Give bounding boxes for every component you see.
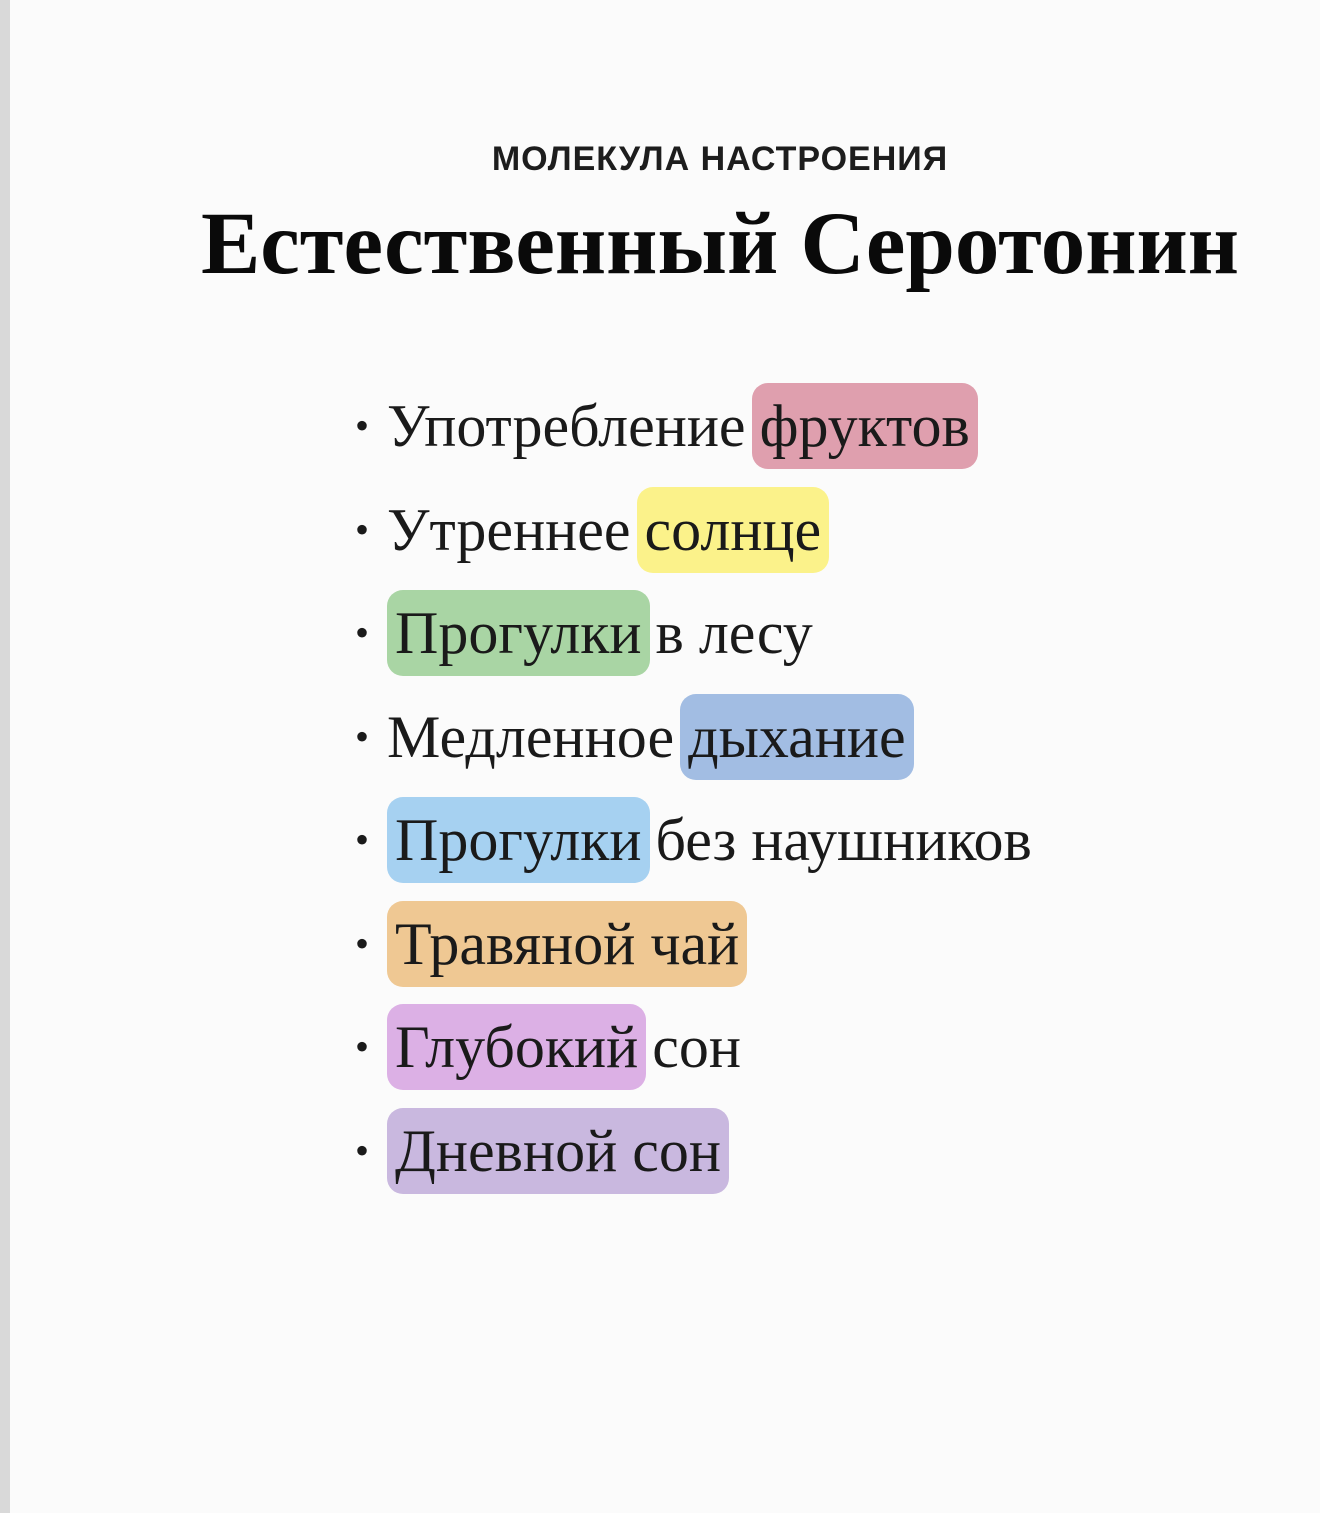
bullet-icon: • xyxy=(355,506,370,552)
list-item-fruits xyxy=(355,383,1032,469)
item-highlight: Дневной сон xyxy=(387,1108,729,1194)
list-item-slow-breathing xyxy=(355,694,1032,780)
item-highlight: Глубокий xyxy=(387,1004,646,1090)
page-kicker: МОЛЕКУЛА НАСТРОЕНИЯ xyxy=(491,140,949,178)
item-highlight: дыхание xyxy=(680,694,914,780)
item-text-pre: Медленное xyxy=(387,703,675,770)
item-highlight: Прогулки xyxy=(387,797,650,883)
bullet-icon: • xyxy=(355,403,370,448)
bullet-icon: • xyxy=(355,817,370,862)
item-text-post: сон xyxy=(652,1014,741,1080)
list-item-daytime-nap xyxy=(355,1108,1032,1194)
list-item-deep-sleep xyxy=(355,1004,1032,1090)
item-highlight: фруктов xyxy=(752,383,978,469)
bullet-icon: • xyxy=(355,610,370,655)
list-item-forest-walks xyxy=(355,590,1032,676)
item-highlight: солнце xyxy=(637,487,830,573)
item-text-pre: Употребление xyxy=(387,393,746,459)
bullet-icon: • xyxy=(355,920,370,966)
item-highlight: Прогулки xyxy=(387,590,650,676)
item-highlight: Травяной чай xyxy=(387,901,747,987)
bullet-icon: • xyxy=(355,1127,370,1173)
list-item-walks-no-headphones xyxy=(355,797,1032,883)
page-title: Естественный Серотонин xyxy=(200,195,1240,293)
item-text-post: в лесу xyxy=(655,600,813,666)
bullet-icon: • xyxy=(355,713,370,759)
list-item-morning-sun xyxy=(355,487,1032,573)
list-item-herbal-tea xyxy=(355,901,1032,987)
item-text-post: без наушников xyxy=(655,807,1032,873)
tips-list xyxy=(355,383,1032,1211)
bullet-icon: • xyxy=(355,1024,370,1069)
item-text-pre: Утреннее xyxy=(387,496,631,563)
